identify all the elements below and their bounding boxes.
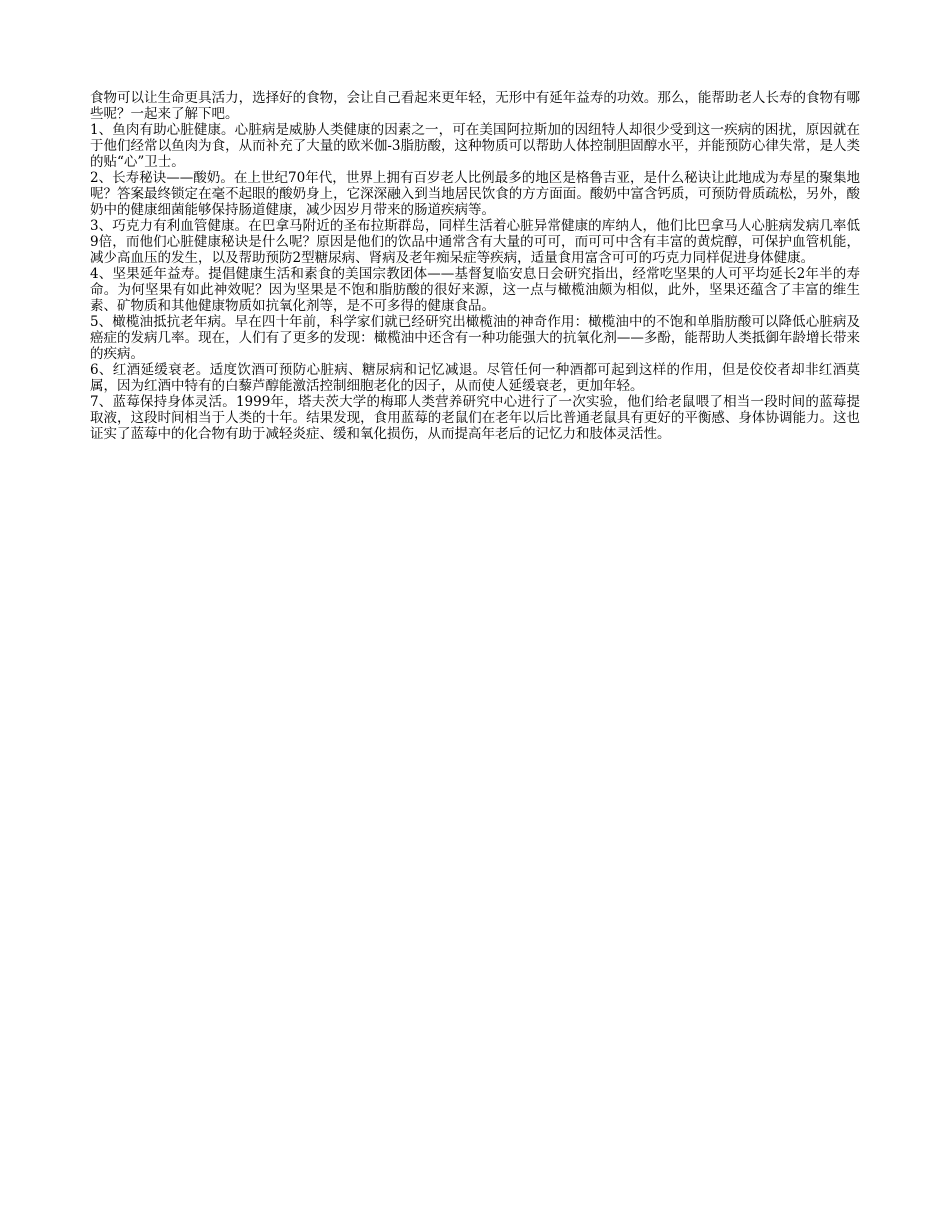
item-paragraph-2: 2、长寿秘诀——酸奶。在上世纪70年代，世界上拥有百岁老人比例最多的地区是格鲁吉亚，是什么秘诀让此地成为寿星的聚集地呢？答案最终锁定在毫不起眼的酸奶身上，它深深融入到当地居民饮食的方方面面。酸奶中富含钙质，可预防骨质疏松，另外，酸奶中的健康细菌能够保持肠道健康，减少因岁月带来的肠道疾病等。 — [90, 170, 860, 218]
item-paragraph-6: 6、红酒延缓衰老。适度饮酒可预防心脏病、糖尿病和记忆减退。尽管任何一种酒都可起到这样的作用，但是佼佼者却非红酒莫属，因为红酒中特有的白藜芦醇能激活控制细胞老化的因子，从而使人延缓衰老，更加年轻。 — [90, 362, 860, 394]
item-paragraph-5: 5、橄榄油抵抗老年病。早在四十年前，科学家们就已经研究出橄榄油的神奇作用：橄榄油中的不饱和单脂肪酸可以降低心脏病及癌症的发病几率。现在，人们有了更多的发现：橄榄油中还含有一种功能强大的抗氧化剂——多酚，能帮助人类抵御年龄增长带来的疾病。 — [90, 314, 860, 362]
item-paragraph-3: 3、巧克力有利血管健康。在巴拿马附近的圣布拉斯群岛，同样生活着心脏异常健康的库纳人，他们比巴拿马人心脏病发病几率低9倍，而他们心脏健康秘诀是什么呢？原因是他们的饮品中通常含有大量的可可，而可可中含有丰富的黄烷醇，可保护血管机能，减少高血压的发生，以及帮助预防2型糖尿病、肾病及老年痴呆症等疾病，适量食用富含可可的巧克力同样促进身体健康。 — [90, 218, 860, 266]
intro-paragraph: 食物可以让生命更具活力，选择好的食物，会让自己看起来更年轻，无形中有延年益寿的功效。那么，能帮助老人长寿的食物有哪些呢？一起来了解下吧。 — [90, 90, 860, 122]
item-paragraph-4: 4、坚果延年益寿。提倡健康生活和素食的美国宗教团体——基督复临安息日会研究指出，经常吃坚果的人可平均延长2年半的寿命。为何坚果有如此神效呢？因为坚果是不饱和脂肪酸的很好来源，这一点与橄榄油颇为相似，此外，坚果还蕴含了丰富的维生素、矿物质和其他健康物质如抗氧化剂等，是不可多得的健康食品。 — [90, 266, 860, 314]
item-paragraph-1: 1、鱼肉有助心脏健康。心脏病是威胁人类健康的因素之一，可在美国阿拉斯加的因纽特人却很少受到这一疾病的困扰，原因就在于他们经常以鱼肉为食，从而补充了大量的欧米伽-3脂肪酸，这种物质可以帮助人体控制胆固醇水平，并能预防心律失常，是人类的贴“心”卫士。 — [90, 122, 860, 170]
document-body — [90, 90, 860, 442]
item-paragraph-7: 7、蓝莓保持身体灵活。1999年，塔夫茨大学的梅耶人类营养研究中心进行了一次实验，他们给老鼠喂了相当一段时间的蓝莓提取液，这段时间相当于人类的十年。结果发现，食用蓝莓的老鼠们在老年以后比普通老鼠具有更好的平衡感、身体协调能力。这也证实了蓝莓中的化合物有助于减轻炎症、缓和氧化损伤，从而提高年老后的记忆力和肢体灵活性。 — [90, 394, 860, 442]
